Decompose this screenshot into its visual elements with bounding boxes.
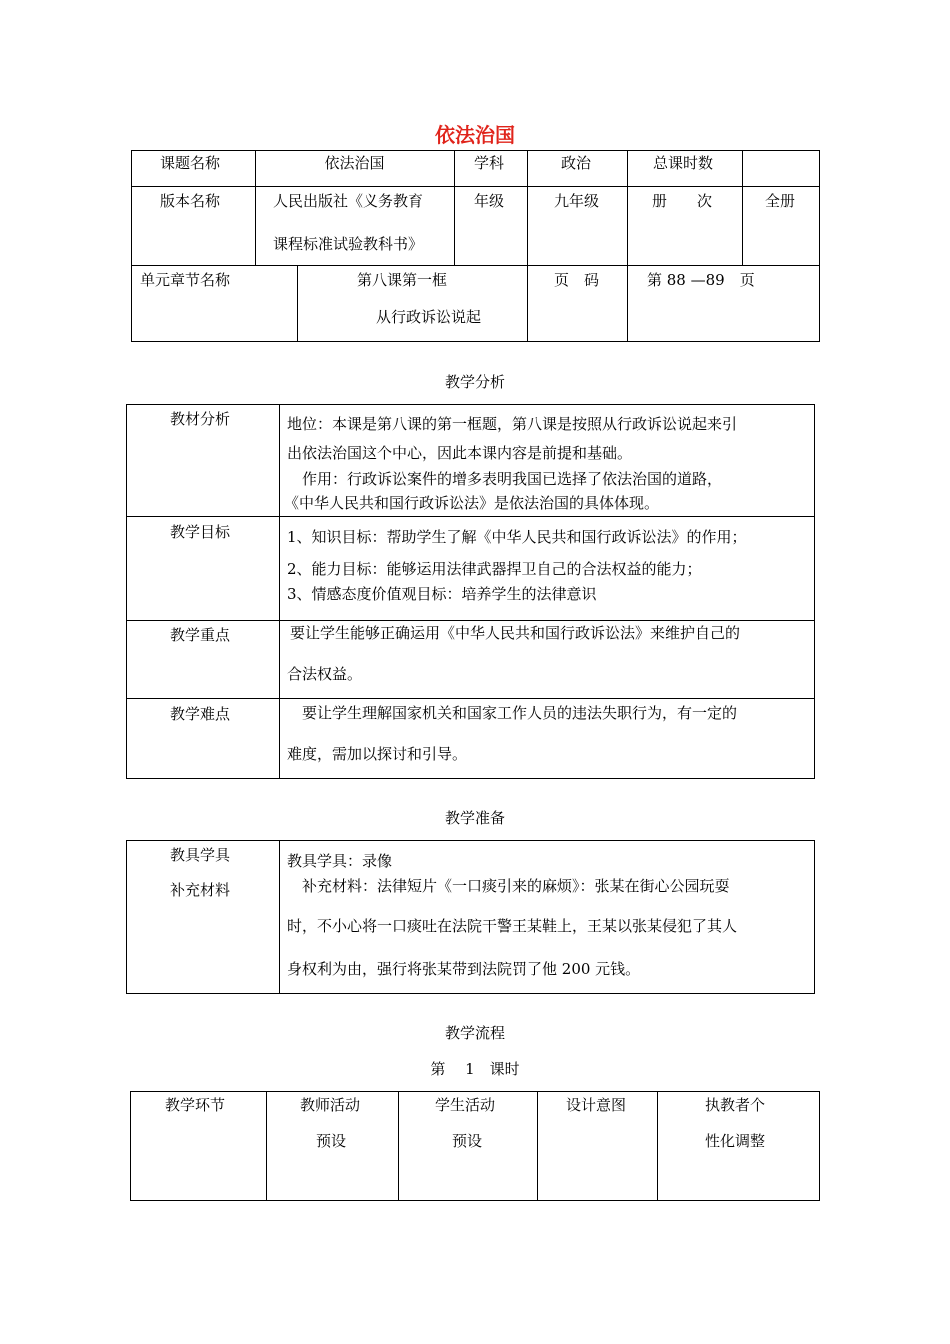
unit-line-1: 第八课第一框 — [357, 271, 448, 289]
unit-line-2: 从行政诉讼说起 — [376, 308, 482, 326]
label-course: 课题名称 — [160, 154, 221, 172]
flow-header-intent: 设计意图 — [566, 1096, 627, 1114]
preparation-line: 时，不小心将一口痰吐在法院干警王某鞋上，王某以张某侵犯了其人 — [287, 917, 738, 935]
material-label: 教材分析 — [170, 410, 231, 428]
table-rule — [126, 698, 815, 699]
edition-line-2: 课程标准试验教科书》 — [273, 235, 424, 253]
table-rule — [657, 1091, 658, 1201]
flow-header-adjust: 执教者个 — [705, 1096, 766, 1114]
goal-item: 2、能力目标：能够运用法律武器捍卫自己的合法权益的能力； — [287, 560, 702, 578]
supplement-label: 补充材料 — [170, 881, 231, 899]
goal-item: 1、知识目标：帮助学生了解《中华人民共和国行政诉讼法》的作用； — [287, 528, 747, 546]
table-rule — [126, 620, 815, 621]
table-rule — [279, 840, 280, 994]
material-line: 地位：本课是第八课的第一框题，第八课是按照从行政诉讼说起来引 — [287, 415, 738, 433]
material-line: 作用：行政诉讼案件的增多表明我国已选择了依法治国的道路， — [287, 470, 723, 488]
flow-header-teacher-sub: 预设 — [316, 1132, 347, 1150]
table-rule — [131, 265, 820, 266]
table-rule — [527, 265, 528, 342]
pages-value: 第 88 —89 页 — [647, 271, 755, 289]
material-line: 出依法治国这个中心，因此本课内容是前提和基础。 — [287, 444, 633, 462]
table-rule — [627, 265, 628, 342]
table-rule — [454, 150, 455, 265]
difficult-line: 难度，需加以探讨和引导。 — [287, 745, 468, 763]
edition-line-1: 人民出版社《义务教育 — [273, 192, 424, 210]
flow-header-adjust-sub: 性化调整 — [705, 1132, 766, 1150]
table-rule — [279, 404, 280, 779]
volume-value: 全册 — [765, 192, 796, 210]
table-rule — [537, 1091, 538, 1201]
preparation-heading: 教学准备 — [444, 809, 505, 827]
flow-header-stage: 教学环节 — [165, 1096, 226, 1114]
difficult-label: 教学难点 — [170, 705, 231, 723]
flow-header-student-sub: 预设 — [452, 1132, 483, 1150]
material-line: 《中华人民共和国行政诉讼法》是依法治国的具体体现。 — [284, 494, 660, 512]
preparation-line: 补充材料：法律短片《一口痰引来的麻烦》：张某在街心公园玩耍 — [287, 877, 730, 895]
label-volume: 册 次 — [652, 192, 713, 210]
table-rule — [742, 150, 743, 265]
preparation-line: 身权利为由，强行将张某带到法院罚了他 200 元钱。 — [287, 960, 641, 978]
tools-label: 教具学具 — [170, 846, 231, 864]
table-rule — [126, 516, 815, 517]
grade-value: 九年级 — [554, 192, 600, 210]
analysis-heading: 教学分析 — [444, 373, 505, 391]
flow-heading: 教学流程 — [444, 1024, 505, 1042]
preparation-line: 教具学具：录像 — [287, 852, 393, 870]
table-rule — [297, 265, 298, 342]
table-rule — [266, 1091, 267, 1201]
label-subject: 学科 — [474, 154, 505, 172]
key-line: 要让学生能够正确运用《中华人民共和国行政诉讼法》来维护自己的 — [290, 624, 741, 642]
label-unit: 单元章节名称 — [140, 271, 231, 289]
label-total-hours: 总课时数 — [653, 154, 714, 172]
session-label: 第 1 课时 — [430, 1060, 520, 1078]
label-grade: 年级 — [474, 192, 505, 210]
table-rule — [398, 1091, 399, 1201]
label-page: 页 码 — [554, 271, 600, 289]
page-title: 依法治国 — [435, 123, 515, 147]
goals-label: 教学目标 — [170, 523, 231, 541]
flow-header-teacher: 教师活动 — [300, 1096, 361, 1114]
key-line: 合法权益。 — [287, 665, 363, 683]
key-label: 教学重点 — [170, 626, 231, 644]
table-rule — [527, 150, 528, 265]
goal-item: 3、情感态度价值观目标：培养学生的法律意识 — [287, 585, 597, 603]
label-edition: 版本名称 — [160, 192, 221, 210]
table-rule — [627, 150, 628, 265]
flow-header-student: 学生活动 — [435, 1096, 496, 1114]
subject-value: 政治 — [561, 154, 592, 172]
difficult-line: 要让学生理解国家机关和国家工作人员的违法失职行为，有一定的 — [287, 704, 738, 722]
course-value: 依法治国 — [324, 154, 385, 172]
table-rule — [131, 186, 820, 187]
